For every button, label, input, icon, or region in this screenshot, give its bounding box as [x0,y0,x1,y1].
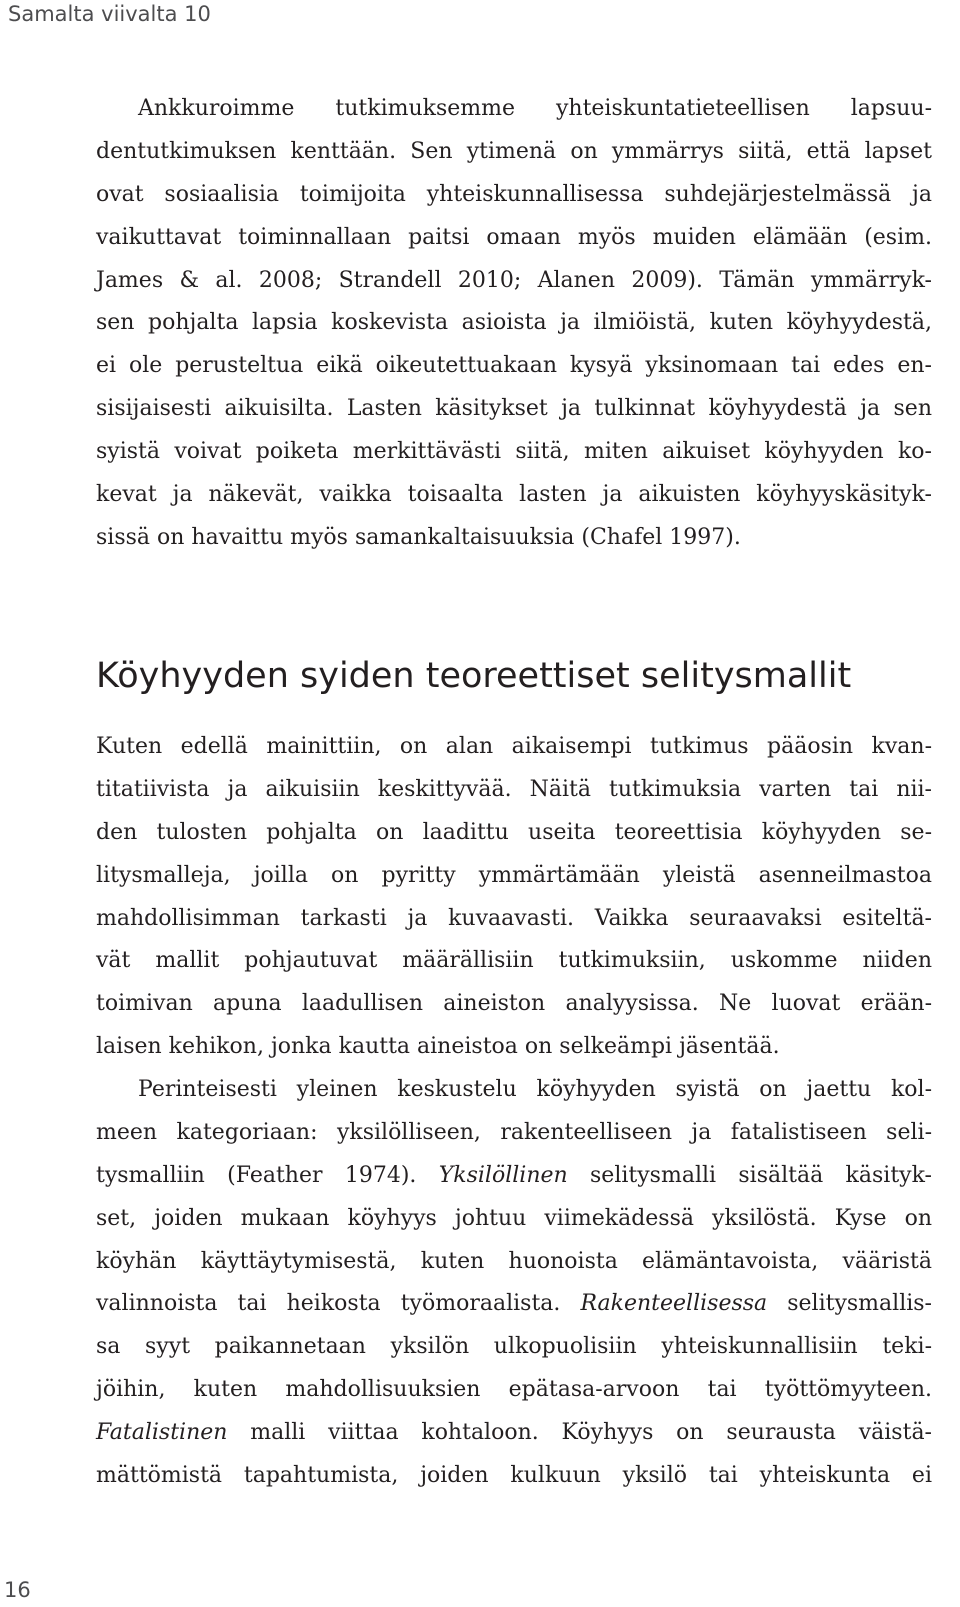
text-run: selitysmallis- [767,1291,932,1317]
text-line [96,1283,932,1326]
text-line: Kuten edellä mainittiin, on alan aikaisempi tutkimus pääosin kvan- [96,734,932,759]
text-line: titatiivista ja aikuisiin keskittyvää. Näitä tutkimuksia varten tai nii- [96,776,932,802]
text-line: jöihin, kuten mahdollisuuksien epätasa-arvoon tai työttömyyteen. [96,1377,932,1403]
text-line: Ankkuroimme tutkimuksemme yhteiskuntatieteellisen lapsuu- [138,96,932,121]
text-line: den tulosten pohjalta on laadittu useita teoreettisia köyhyyden se- [96,819,932,845]
text-line: Perinteisesti yleinen keskustelu köyhyyden syistä on jaettu kol- [138,1077,932,1102]
text-line: köyhän käyttäytymisestä, kuten huonoista elämäntavoista, vääristä [96,1248,932,1274]
section-heading: Köyhyyden syiden teoreettiset selitysmallit [96,656,852,696]
paragraph-models [96,726,932,1069]
emphasis: Yksilöllinen [438,1162,568,1188]
text-run: valinnoista tai heikosta työmoraalista. [96,1291,581,1317]
text-line: kevat ja näkevät, vaikka toisaalta lasten ja aikuisten köyhyyskäsityk- [96,482,932,508]
text-line: sissä on havaittu myös samankaltaisuuksia (Chafel 1997). [96,524,741,550]
emphasis: Fatalistinen [96,1420,228,1446]
text-run: tysmalliin (Feather 1974). [96,1162,439,1188]
text-line: sen pohjalta lapsia koskevista asioista ja ilmiöistä, kuten köyhyydestä, [96,310,932,336]
text-line: laisen kehikon, jonka kautta aineistoa on selkeämpi jäsentää. [96,1034,780,1060]
text-line: meen kategoriaan: yksilölliseen, rakenteelliseen ja fatalistiseen seli- [96,1119,932,1145]
text-line: vät mallit pohjautuvat määrällisiin tutkimuksiin, uskomme niiden [96,948,932,974]
text-line: vaikuttavat toiminnallaan paitsi omaan myös muiden elämään (esim. [96,224,932,250]
text-line: syistä voivat poiketa merkittävästi siitä, miten aikuiset köyhyyden ko- [96,439,932,465]
text-line: set, joiden mukaan köyhyys johtuu viimekädessä yksilöstä. Kyse on [96,1205,932,1231]
text-line: sisijaisesti aikuisilta. Lasten käsitykset ja tulkinnat köyhyydestä ja sen [96,396,932,422]
text-line: sa syyt paikannetaan yksilön ulkopuolisiin yhteiskunnallisiin teki- [96,1334,932,1360]
text-line: mahdollisimman tarkasti ja kuvaavasti. Vaikka seuraavaksi esiteltä- [96,905,932,931]
text-run: malli viittaa kohtaloon. Köyhyys on seurausta väistä- [227,1420,932,1446]
page-number: 16 [4,1578,31,1602]
text-line: ei ole perusteltua eikä oikeutettuakaan kysyä yksinomaan tai edes en- [96,353,932,379]
text-line: mättömistä tapahtumista, joiden kulkuun yksilö tai yhteiskunta ei [96,1463,932,1489]
text-line [96,1412,932,1455]
text-line [96,1155,932,1198]
text-run: selitysmalli sisältää käsityk- [567,1162,932,1188]
running-header: Samalta viivalta 10 [8,2,211,26]
emphasis: Rakenteellisessa [580,1291,768,1317]
paragraph-intro [96,88,932,560]
text-line: ovat sosiaalisia toimijoita yhteiskunnallisessa suhdejärjestelmässä ja [96,181,932,207]
text-line: dentutkimuksen kenttään. Sen ytimenä on ymmärrys siitä, että lapset [96,138,932,164]
paragraph-categories [96,1069,932,1498]
text-line: toimivan apuna laadullisen aineiston analyysissa. Ne luovat erään- [96,991,932,1017]
text-line: James & al. 2008; Strandell 2010; Alanen 2009). Tämän ymmärryk- [96,267,932,293]
text-line: litysmalleja, joilla on pyritty ymmärtämään yleistä asenneilmastoa [96,862,932,888]
